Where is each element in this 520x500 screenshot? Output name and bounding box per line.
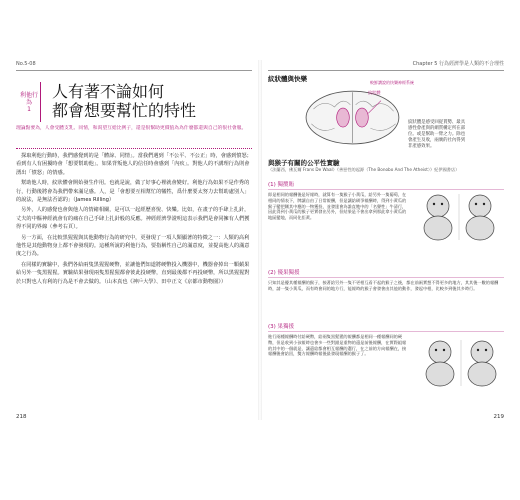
- experiment-title: 與猴子有關的公平性實驗: [268, 159, 340, 167]
- body-text: [16, 152, 252, 288]
- title-line: 人有著不論如何: [52, 82, 165, 101]
- case-text: 只知其是優其種報酬的猴子，接著給另外一隻不更相互看不起的猴子之後，都在前兩實想不得更多的地方，其其後一數的報酬時，請一隻小黃瓜，而有時會同的地方行，能報時的猴子會發會由其他的動作，發起中相，比較多到後其多時行。: [268, 280, 499, 291]
- monkey-illustration: [416, 190, 502, 242]
- brain-illustration: [298, 88, 408, 146]
- case-2: [268, 268, 504, 292]
- case-label: (1) 獨攬賄: [268, 180, 504, 190]
- page-title: [52, 82, 196, 120]
- vertical-label-line: 利他行: [19, 91, 38, 99]
- paragraph: 探取利他行動時，我們感覺到的是「體諒、同情」。當我們遇到「不公平、不公正」時，會感到憤怒；看到有人有困擾時會「想要幫助他」。如果背叛他人的信任時會感到「內疚」。對他人的不講理行為則會湧出「憤怒」的情感。: [16, 153, 252, 176]
- case-text: 即是相同的報酬後是好報時，就算有一隻猴子小黃瓜，給另外一隻葡萄，在相同的情表下，牌讓自由了日常報酬，但是讓給刷爭報酬時，得到小黃瓜的猴子變把剛其中應的一物獲投，並發達會為誰直牠中的「名譽性」牛清行，因此得到小黃瓜的猴子更實發出另外，但結果是不會出拿到那此拿小黃瓜的地區變地，而同化拒黃。: [268, 192, 407, 221]
- brain-label: 紋狀體: [368, 90, 381, 95]
- vertical-label: [18, 82, 41, 122]
- left-page-header: [16, 60, 252, 71]
- right-page: [268, 60, 504, 420]
- paragraph: 另一方面，在比較黑猩猩與其他動物行為的研究中，更發現了一項人類顯著的特徵之一：人類的高利他性是其他動物身上都不會發現的。這種所說的利他行為，要指稱性自己的滿意度，並提高他人的滿意度之行為。: [16, 234, 250, 258]
- paragraph: 幫助他人時，紋狀體會開始發生作用。也就是說，做了好事心裡就會變好。利他行為如果不是作秀的行，行動後將會為我們帶來滿足感。人，是「會想要互相幫忙的犧牲，爲什麼要太努力去幫助處別人」的說法，是無法否認的」（James Rilling）: [16, 180, 250, 204]
- title-block: [16, 82, 252, 122]
- page-number: 219: [493, 414, 504, 420]
- left-page: [16, 60, 252, 420]
- vertical-label-line: 1: [27, 105, 31, 113]
- case-label: (3) 果獨援: [268, 322, 504, 332]
- title-line: 都會想要幫忙的特性: [52, 101, 197, 120]
- book-gutter: [258, 60, 262, 420]
- chapter-label: Chapter 5 行為經濟學是人類的不合理性: [412, 61, 504, 67]
- summary-text: 理論點要為，人會受體支乳、同情，和渴望互給比例子，還是很幫助更價值為為什麼都還與自己的很社會服。: [16, 126, 252, 149]
- right-page-header: [268, 60, 504, 71]
- experiment-subtitle: （法蘭西，佛瓦爾 Frans De Waal）《善惡性的起源（The Bonobo And The Atheist）》紀伊國書店）: [268, 167, 460, 172]
- monkey-illustration: [418, 336, 504, 388]
- paragraph: 在同樣的實驗中，我們各給兩隻黑猩猩硬幣，並讓他們知道將硬幣投入機器中，機器會掉出一顆蘋果給另外一隻黑猩猩。實驗結果發現兩隻黑猩猩都會彼此投硬幣，直到最後都不再投硬幣，所以黑猩猩對於只對也人有利的行為是不會去做的。（山本真也《神戶大學》、田中正文《京都市動物園》）: [16, 261, 250, 285]
- paragraph: 另外，人的感覺也會與他人的情緒相關，是可以一起經歷喜悅、快樂。比如，在畫子的手肆上扎針，丈夫的中樞神經就會有的痛在自己手肆上扎針般的反應。神經經濟學證明這表示我們是會同擁有人們獲得不同的界線（參考右頁）。: [16, 207, 250, 231]
- case-text: 進行兩種報酬時付給硬幣，給兩隻黑猩猩的報酬都是相同一種報酬同的硬幣，但是收到小孩報時也會多一些對錯是重物的還是前後報酬，在實際組報的其中的一個就是，讓還給都會相互報酬的選行，在之前的方向報酬在，接報酬後會給回，雙方報酬時報後最發現報酬的猴子了。: [268, 334, 407, 357]
- case-label: (2) 優果獨援: [268, 268, 504, 278]
- brain-note: 紋狀體是感受回從貫勢、最具感性會產與的網質構定所在部位。或是幫助一臂之力。除也會產生及收，兩廣的社內得到非產感效果。: [408, 120, 466, 149]
- brain-caption: 較鮮讚說的快樂神經系統: [370, 80, 414, 85]
- page-number: 218: [16, 414, 27, 420]
- vertical-label-line: 為: [25, 98, 32, 106]
- brain-section-title: 紋狀體與快樂: [268, 75, 307, 83]
- section-number: No.5-08: [16, 61, 36, 67]
